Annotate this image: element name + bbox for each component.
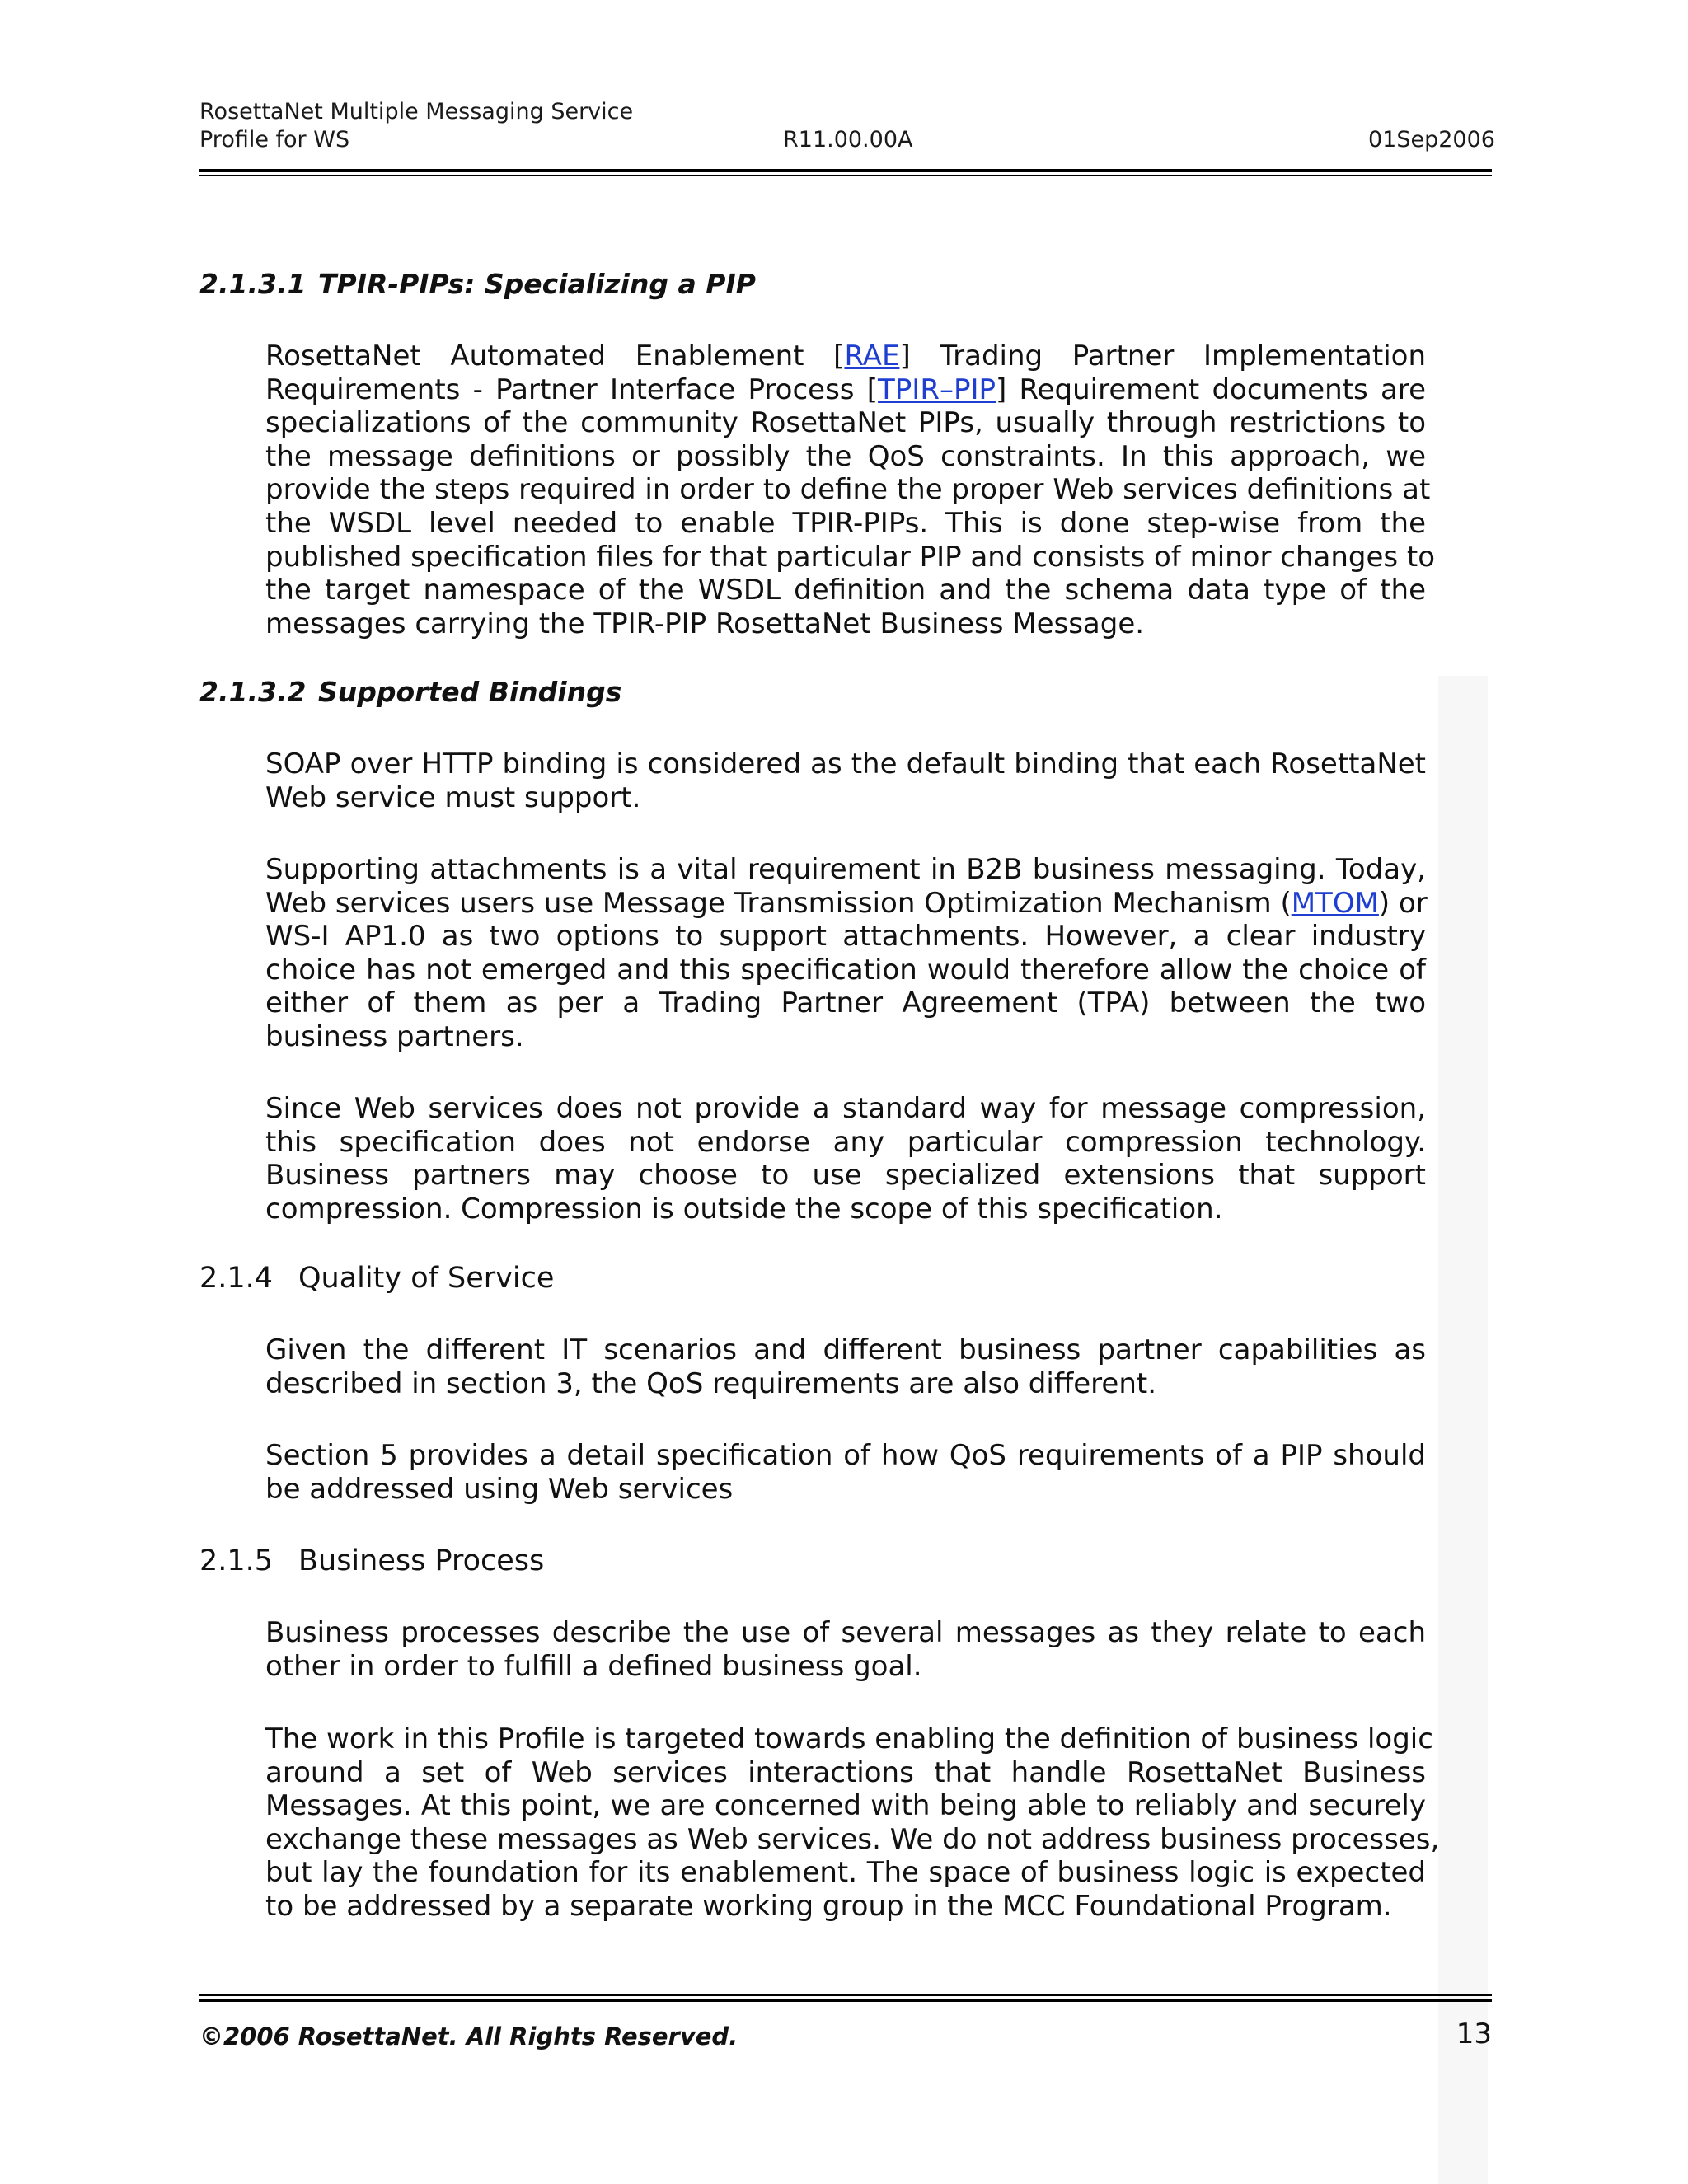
section-title: Supported Bindings <box>318 676 622 708</box>
section-title: Quality of Service <box>298 1262 555 1295</box>
paragraph-line: Messages. At this point, we are concerned with being able to reliably and securely <box>265 1789 1426 1823</box>
section-heading-2-1-3-1 <box>199 268 756 301</box>
paragraph-line: but lay the foundation for its enablement. The space of business logic is expected <box>265 1856 1426 1890</box>
paragraph-profile-work <box>265 1722 1440 1924</box>
header-rule-thick <box>199 169 1492 172</box>
paragraph-line: business partners. <box>265 1019 524 1053</box>
paragraph-line: Given the different IT scenarios and different business partner capabilities as <box>265 1333 1426 1366</box>
paragraph-line: Supporting attachments is a vital requirement in B2B business messaging. Today, <box>265 853 1426 886</box>
paragraph-line: other in order to fulfill a defined business goal. <box>265 1649 922 1683</box>
paragraph-line: the message definitions or possibly the QoS constraints. In this approach, we <box>265 439 1426 473</box>
page-number: 13 <box>1456 2018 1492 2050</box>
paragraph-attachments <box>265 853 1426 1054</box>
paragraph-line: Web service must support. <box>265 780 641 814</box>
mtom-link[interactable]: MTOM <box>1291 886 1379 920</box>
section-number: 2.1.3.2 <box>199 676 307 708</box>
paragraph-line: be addressed using Web services <box>265 1472 734 1506</box>
paragraph-line: specializations of the community RosettaNet PIPs, usually through restrictions to <box>265 406 1426 440</box>
paragraph-qos-scenarios <box>265 1333 1426 1400</box>
paragraph-line: the WSDL level needed to enable TPIR-PIPs. This is done step-wise from the <box>265 506 1426 540</box>
paragraph-line: compression. Compression is outside the scope of this specification. <box>265 1192 1223 1226</box>
footer-copyright: ©2006 RosettaNet. All Rights Reserved. <box>199 2022 738 2050</box>
paragraph-tpir-pips <box>265 340 1436 640</box>
paragraph-business-processes <box>265 1616 1426 1683</box>
section-heading-2-1-4 <box>199 1261 554 1296</box>
paragraph-line: exchange these messages as Web services. We do not address business processes, <box>265 1822 1440 1856</box>
paragraph-line: this specification does not endorse any particular compression technology. <box>265 1125 1426 1159</box>
footer-rule-thin <box>199 1994 1492 1996</box>
section-title: TPIR-PIPs: Specializing a PIP <box>318 268 756 300</box>
paragraph-line: either of them as per a Trading Partner Agreement (TPA) between the two <box>265 987 1426 1020</box>
paragraph-qos-section5 <box>265 1439 1426 1506</box>
header-rule-thin <box>199 175 1492 176</box>
section-heading-2-1-3-2 <box>199 676 621 709</box>
paragraph-line: Since Web services does not provide a standard way for message compression, <box>265 1092 1426 1125</box>
paragraph-line: the target namespace of the WSDL definition and the schema data type of the <box>265 574 1426 607</box>
section-number: 2.1.5 <box>199 1544 274 1577</box>
header-title-line-2: Profile for WS <box>199 127 350 152</box>
paragraph-soap-binding <box>265 748 1426 814</box>
paragraph-line: RosettaNet Automated Enablement [RAE] Trading Partner Implementation <box>265 340 1426 373</box>
paragraph-line: Business partners may choose to use specialized extensions that support <box>265 1159 1426 1193</box>
paragraph-line: messages carrying the TPIR-PIP RosettaNet Business Message. <box>265 607 1145 640</box>
section-heading-2-1-5 <box>199 1544 544 1578</box>
tpir-pip-link[interactable]: TPIR–PIP <box>878 373 996 406</box>
header-title-line-1: RosettaNet Multiple Messaging Service <box>199 99 634 124</box>
footer-rule-thick <box>199 1999 1492 2002</box>
paragraph-compression <box>265 1092 1426 1226</box>
scan-shading <box>1438 676 1488 2184</box>
paragraph-line: WS-I AP1.0 as two options to support attachments. However, a clear industry <box>265 920 1426 954</box>
paragraph-line: described in section 3, the QoS requirements are also different. <box>265 1366 1157 1400</box>
paragraph-line: choice has not emerged and this specification would therefore allow the choice of <box>265 953 1426 987</box>
paragraph-line: The work in this Profile is targeted towards enabling the definition of business logic <box>265 1722 1433 1755</box>
paragraph-line: Requirements - Partner Interface Process [TPIR–PIP] Requirement documents are <box>265 373 1426 406</box>
section-number: 2.1.4 <box>199 1262 274 1295</box>
header-release: R11.00.00A <box>783 127 913 152</box>
header-title <box>199 98 633 154</box>
paragraph-line: Business processes describe the use of several messages as they relate to each <box>265 1616 1426 1649</box>
paragraph-line: to be addressed by a separate working group in the MCC Foundational Program. <box>265 1889 1392 1923</box>
section-title: Business Process <box>298 1544 545 1577</box>
header-date: 01Sep2006 <box>1368 127 1495 152</box>
paragraph-line: provide the steps required in order to define the proper Web services definitions at <box>265 473 1431 507</box>
paragraph-line: Section 5 provides a detail specification of how QoS requirements of a PIP should <box>265 1439 1426 1472</box>
rae-link[interactable]: RAE <box>844 340 900 373</box>
paragraph-line: Web services users use Message Transmission Optimization Mechanism (MTOM) or <box>265 886 1428 920</box>
paragraph-line: SOAP over HTTP binding is considered as the default binding that each RosettaNet <box>265 748 1426 780</box>
section-number: 2.1.3.1 <box>199 268 307 300</box>
paragraph-line: around a set of Web services interactions that handle RosettaNet Business <box>265 1755 1426 1789</box>
paragraph-line: published specification files for that particular PIP and consists of minor changes to <box>265 540 1436 574</box>
